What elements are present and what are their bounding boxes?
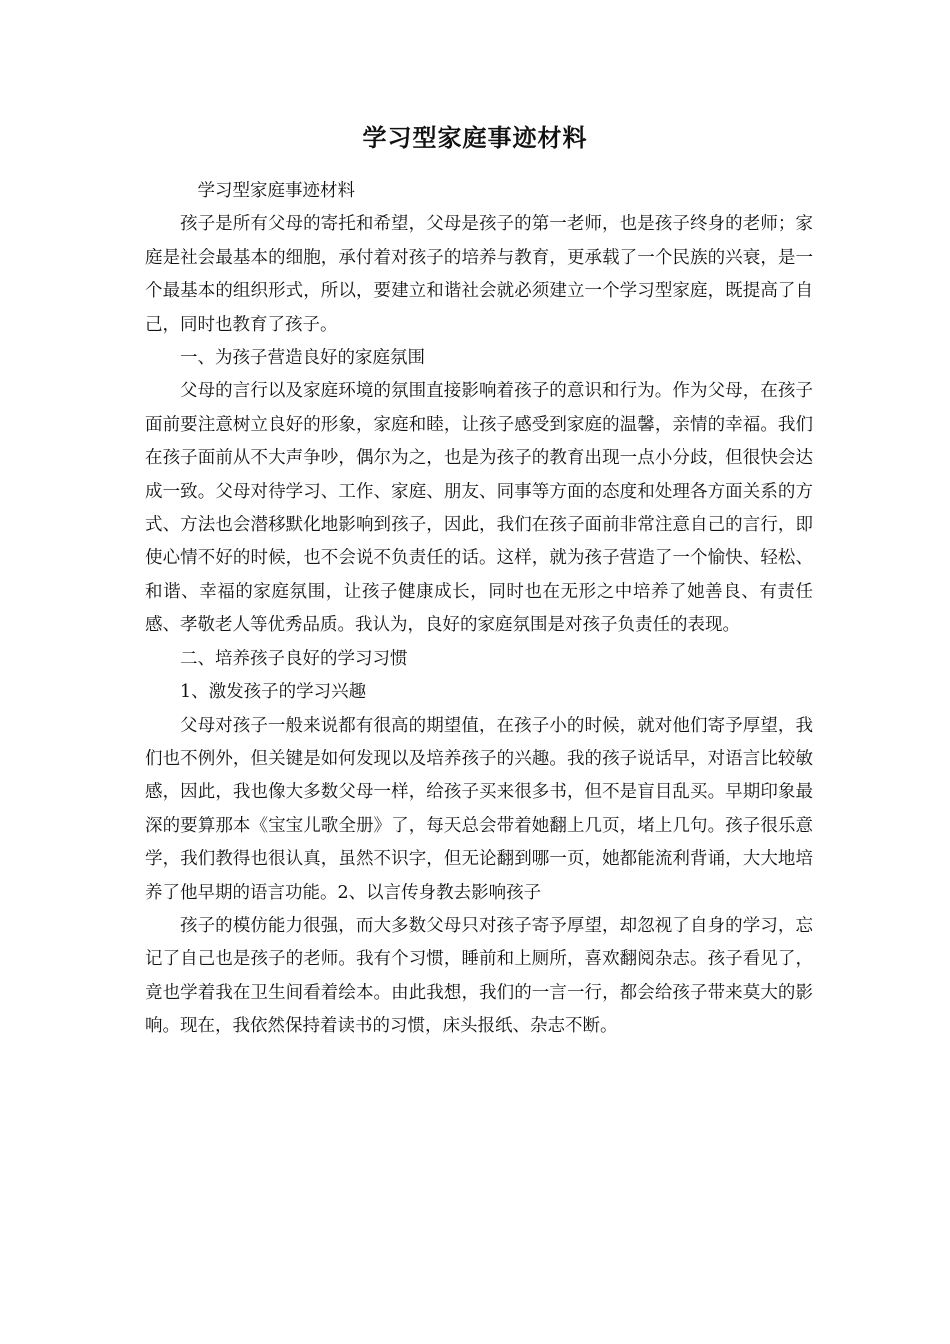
document-title: 学习型家庭事迹材料 (362, 123, 588, 152)
section-heading: 1、激发孩子的学习兴趣 (180, 682, 367, 703)
section-heading: 一、为孩子营造良好的家庭氛围 (180, 348, 425, 369)
document-body (145, 175, 813, 1044)
document-subtitle: 学习型家庭事迹材料 (197, 181, 355, 201)
paragraph: 孩子是所有父母的寄托和希望，父母是孩子的第一老师，也是孩子终身的老师；家庭是社会最基本的细胞，承付着对孩子的培养与教育，更承载了一个民族的兴衰，是一个最基本的组织形式，所以，要建立和谐社会就必须建立一个学习型家庭，既提高了自己，同时也教育了孩子。 (145, 214, 813, 335)
paragraph: 父母的言行以及家庭环境的氛围直接影响着孩子的意识和行为。作为父母，在孩子面前要注意树立良好的形象，家庭和睦，让孩子感受到家庭的温馨，亲情的幸福。我们在孩子面前从不大声争吵，偶尔为之，也是为孩子的教育出现一点小分歧，但很快会达成一致。父母对待学习、工作、家庭、朋友、同事等方面的态度和处理各方面关系的方式、方法也会潜移默化地影响到孩子，因此，我们在孩子面前非常注意自己的言行，即使心情不好的时候，也不会说不负责任的话。这样，就为孩子营造了一个愉快、轻松、和谐、幸福的家庭氛围，让孩子健康成长，同时也在无形之中培养了她善良、有责任感、孝敬老人等优秀品质。我认为，良好的家庭氛围是对孩子负责任的表现。 (145, 381, 813, 636)
section-heading: 二、培养孩子良好的学习习惯 (180, 648, 408, 669)
paragraph: 父母对孩子一般来说都有很高的期望值，在孩子小的时候，就对他们寄予厚望，我们也不例外，但关键是如何发现以及培养孩子的兴趣。我的孩子说话早，对语言比较敏感，因此，我也像大多数父母一样，给孩子买来很多书，但不是盲目乱买。早期印象最深的要算那本《宝宝儿歌全册》了，每天总会带着她翻上几页，堵上几句。孩子很乐意学，我们教得也很认真，虽然不识字，但无论翻到哪一页，她都能流利背诵，大大地培养了他早期的语言功能。2、以言传身教去影响孩子 (145, 715, 813, 903)
paragraph: 孩子的模仿能力很强，而大多数父母只对孩子寄予厚望，却忽视了自身的学习，忘记了自己也是孩子的老师。我有个习惯，睡前和上厕所，喜欢翻阅杂志。孩子看见了，竟也学着我在卫生间看着绘本。由此我想，我们的一言一行，都会给孩子带来莫大的影响。现在，我依然保持着读书的习惯，床头报纸、杂志不断。 (145, 915, 813, 1037)
